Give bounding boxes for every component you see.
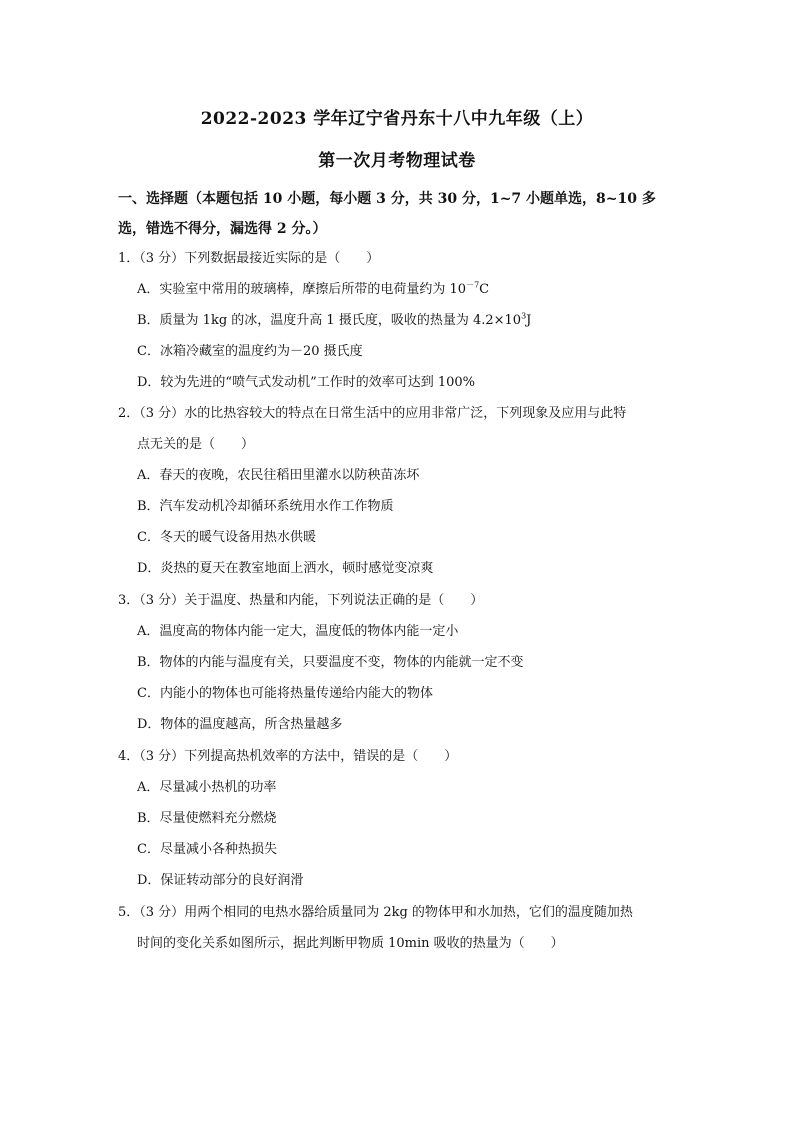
option-3d: D．物体的温度越高，所含热量越多	[137, 717, 343, 732]
option-4d: D．保证转动部分的良好润滑	[137, 873, 304, 888]
question-3	[118, 592, 483, 610]
option-3b: B．物体的内能与温度有关，只要温度不变，物体的内能就一定不变	[137, 655, 524, 670]
section-heading: 一、选择题（本题包括 10 小题，每小题 3 分，共 30 分，1~7 小题单选，8~10 多选，错选不得分，漏选得 2 分。）	[118, 191, 656, 237]
option-1a: A．实验室中常用的玻璃棒，摩擦后所带的电荷量约为 $10^{-7}C$	[137, 280, 490, 297]
question-score: （3 分）	[139, 905, 185, 920]
question-1	[118, 250, 379, 268]
exponent: －7	[466, 280, 480, 290]
question-4	[118, 748, 457, 766]
exam-subtitle: 第一次月考物理试卷	[318, 151, 476, 171]
option-1b: B．质量为 1kg 的冰，温度升高 1 摄氏度，吸收的热量为 $4.2\times 10^3J$	[137, 311, 532, 328]
exponent: 3	[521, 311, 527, 321]
question-number: 5．	[118, 905, 140, 920]
option-3a: A．温度高的物体内能一定大，温度低的物体内能一定小	[137, 624, 459, 639]
question-stem: 用两个相同的电热水器给质量同为 2kg 的物体甲和水加热，它们的温度随加热	[184, 905, 633, 920]
question-number: 4．	[118, 749, 140, 764]
option-4b: B．尽量使燃料充分燃烧	[137, 811, 277, 826]
option-4a: A．尽量减小热机的功率	[137, 780, 277, 795]
option-1d: D．较为先进的“喷气式发动机”工作时的效率可达到 100%	[137, 375, 476, 390]
question-number: 3．	[118, 593, 140, 608]
question-score: （3 分）	[139, 749, 185, 764]
question-5-continued: 时间的变化关系如图所示，据此判断甲物质 10min 吸收的热量为（ ）	[137, 936, 564, 951]
option-2c: C．冬天的暖气设备用热水供暖	[137, 530, 316, 545]
question-2	[118, 405, 626, 423]
exam-title: 2022-2023 学年辽宁省丹东十八中九年级（上）	[200, 109, 594, 129]
question-stem: 下列数据最接近实际的是（ ）	[184, 251, 380, 266]
option-4c: C．尽量减小各种热损失	[137, 842, 277, 857]
question-5	[118, 904, 633, 922]
option-3c: C．内能小的物体也可能将热量传递给内能大的物体	[137, 686, 433, 701]
question-stem: 关于温度、热量和内能，下列说法正确的是（ ）	[184, 593, 484, 608]
question-score: （3 分）	[139, 593, 185, 608]
question-number: 1．	[118, 251, 140, 266]
question-score: （3 分）	[139, 251, 185, 266]
option-1c: C．冰箱冷藏室的温度约为－20 摄氏度	[137, 344, 363, 359]
question-score: （3 分）	[139, 406, 185, 421]
question-2-continued: 点无关的是（ ）	[137, 437, 255, 452]
option-2a: A．春天的夜晚，农民往稻田里灌水以防秧苗冻坏	[137, 468, 420, 483]
question-stem: 下列提高热机效率的方法中，错误的是（ ）	[184, 749, 458, 764]
question-number: 2．	[118, 406, 140, 421]
option-2d: D．炎热的夏天在教室地面上洒水，顿时感觉变凉爽	[137, 561, 434, 576]
question-stem: 水的比热容较大的特点在日常生活中的应用非常广泛，下列现象及应用与此特	[184, 406, 627, 421]
option-2b: B．汽车发动机冷却循环系统用水作工作物质	[137, 499, 394, 514]
